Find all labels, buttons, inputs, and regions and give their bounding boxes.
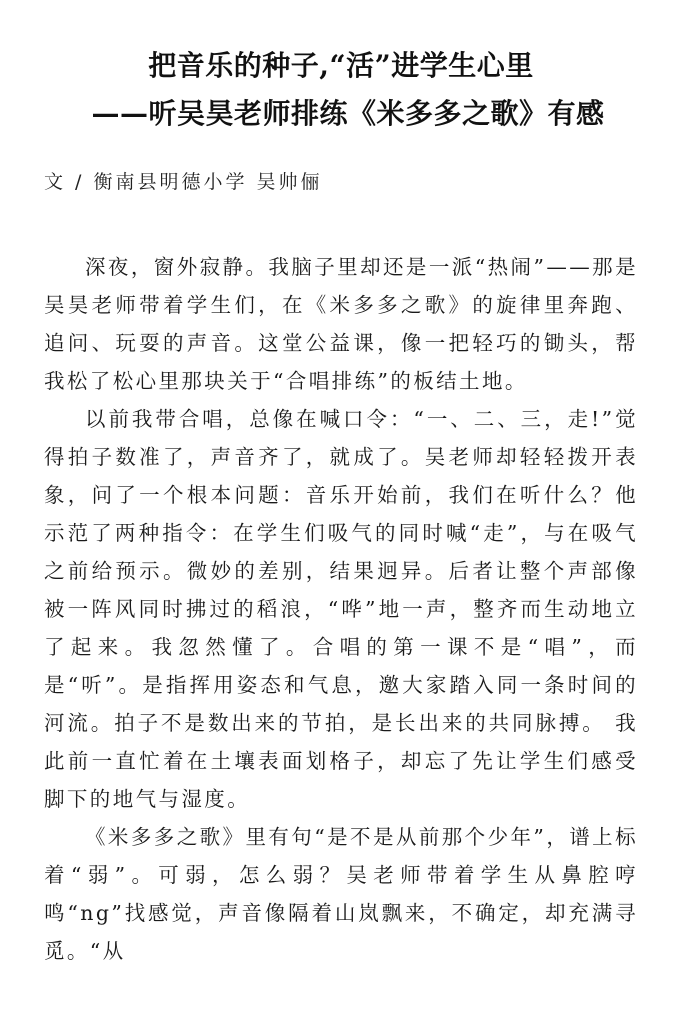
paragraph-3: 《米多多之歌》里有句“是不是从前那个少年”，谱上标着“弱”。可弱，怎么弱？吴老师带着学生从鼻腔哼鸣“ng”找感觉，声音像隔着山岚飘来，不确定，却充满寻觅。“从 (44, 825, 638, 963)
paragraph-1: 深夜，窗外寂静。我脑子里却还是一派“热闹”——那是吴昊老师带着学生们，在《米多多之歌》的旋律里奔跑、追问、玩耍的声音。这堂公益课，像一把轻巧的锄头，帮我松了松心里那块关于“合唱排练”的板结土地。 (44, 255, 638, 393)
byline: 文 / 衡南县明德小学 吴帅俪 (44, 171, 323, 193)
article-title (44, 46, 638, 134)
title-main: 把音乐的种子,“活”进学生心里 (148, 49, 534, 82)
article-body (44, 248, 638, 970)
paragraph-2: 以前我带合唱，总像在喊口令：“一、二、三，走!”觉得拍子数准了，声音齐了，就成了。吴老师却轻轻拨开表象，问了一个根本问题：音乐开始前，我们在听什么？他示范了两种指令：在学生们吸气的同时喊“走”，与在吸气之前给预示。微妙的差别，结果迥异。后者让整个声部像被一阵风同时拂过的稻浪，“哗”地一声，整齐而生动地立了起来。我忽然懂了。合唱的第一课不是“唱”，而是“听”。是指挥用姿态和气息，邀大家踏入同一条时间的河流。拍子不是数出来的节拍，是长出来的共同脉搏。 我此前一直忙着在土壤表面划格子，却忘了先让学生们感受脚下的地气与湿度。 (44, 407, 638, 811)
title-subtitle: ——听吴昊老师排练《米多多之歌》有感 (91, 97, 605, 130)
